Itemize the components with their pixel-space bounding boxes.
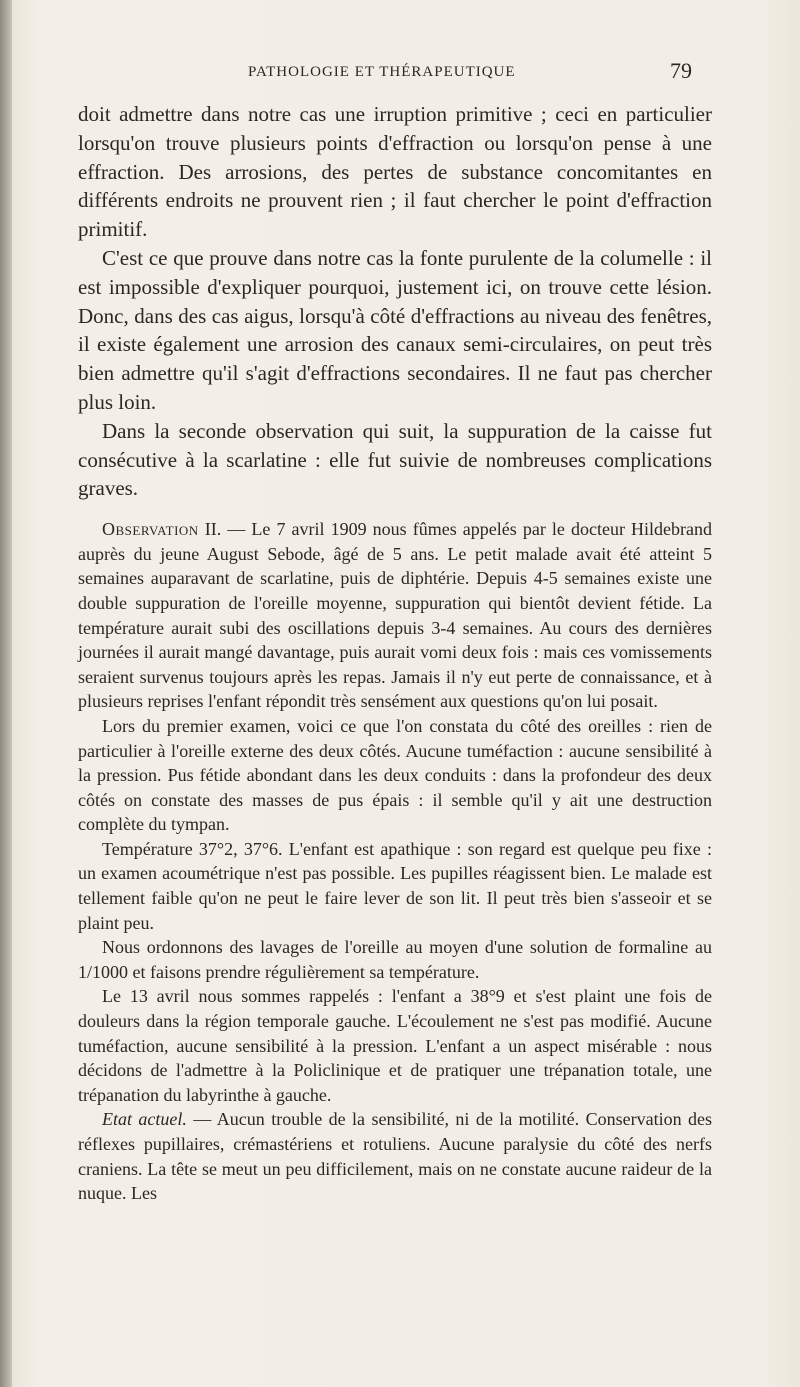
running-title: PATHOLOGIE ET THÉRAPEUTIQUE (248, 64, 516, 80)
observation-paragraph: Lors du premier examen, voici ce que l'on constata du côté des oreilles : rien de particulier à l'oreille externe des deux côtés. Aucune tuméfaction : aucune sensibilité à la pression. Pus fétide abondant dans les deux conduits : dans la profondeur des deux côtés on constate des masses de pus épais : il semble qu'il y ait une destruction complète du tympan. (78, 715, 712, 835)
page-header (0, 58, 800, 88)
paragraph: C'est ce que prouve dans notre cas la fonte purulente de la columelle : il est impossible d'expliquer pourquoi, justement ici, on trouve cette lésion. Donc, dans des cas aigus, lorsqu'à côté d'effractions au niveau des fenêtres, il existe également une arrosion des canaux semi-circulaires, on peut très bien admettre qu'il s'agit d'effractions secondaires. Il ne faut pas chercher plus loin. (78, 245, 712, 414)
observation-section (78, 517, 712, 1206)
observation-label: Observation (102, 519, 199, 540)
observation-paragraph: Le 13 avril nous sommes rappelés : l'enfant a 38°9 et s'est plaint une fois de douleurs dans la région temporale gauche. L'écoulement ne s'est pas modifié. Aucune tuméfaction, aucune sensibilité à la pression. L'enfant a un aspect misérable : nous décidons de l'admettre à la Policlinique et de pratiquer une trépanation totale, une trépanation du labyrinthe à gauche. (78, 986, 712, 1105)
etat-actuel-label: Etat actuel. (102, 1109, 187, 1130)
main-text (78, 100, 712, 503)
page-body (78, 100, 712, 1206)
etat-actuel-paragraph (78, 1107, 712, 1205)
observation-intro-text: II. — Le 7 avril 1909 nous fûmes appelés par le docteur Hildebrand auprès du jeune August Sebode, âgé de 5 ans. Le petit malade avait été atteint 5 semaines auparavant de scarlatine, puis de diphtérie. Depuis 4-5 semaines existe une double suppuration de l'oreille moyenne, suppuration qui bientôt devient fétide. La température aurait subi des oscillations depuis 3-4 semaines. Au cours des dernières journées il aurait mangé davantage, puis aurait vomi deux fois : mais ces vomissements seraient survenus toujours après les repas. Jamais il n'y eut perte de connaissance, et à plusieurs reprises l'enfant répondit très sensément aux questions qu'on lui posait. (78, 519, 712, 712)
etat-actuel-text: — Aucun trouble de la sensibilité, ni de la motilité. Conservation des réflexes pupillaires, crémastériens et rotuliens. Aucune paralysie du côté des nerfs craniens. La tête se meut un peu difficilement, mais on ne constate aucune raideur de la nuque. Les (78, 1109, 712, 1204)
paragraph: doit admettre dans notre cas une irruption primitive ; ceci en particulier lorsqu'on trouve plusieurs points d'effraction ou lorsqu'on pense à une effraction. Des arrosions, des pertes de substance concomitantes en différents endroits ne prouvent rien ; il faut chercher le point d'effraction primitif. (78, 102, 712, 242)
book-spine-shadow (0, 0, 12, 1387)
paragraph: Dans la seconde observation qui suit, la suppuration de la caisse fut consécutive à la scarlatine : elle fut suivie de nombreuses complications graves. (78, 418, 712, 501)
page-number: 79 (670, 58, 692, 83)
observation-intro (78, 517, 712, 714)
observation-paragraph: Température 37°2, 37°6. L'enfant est apathique : son regard est quelque peu fixe : un examen acoumétrique n'est pas possible. Les pupilles réagissent bien. Le malade est tellement faible qu'on ne peut le faire lever de son lit. Il peut très bien s'asseoir et se plaint peu. (78, 838, 712, 933)
observation-paragraph: Nous ordonnons des lavages de l'oreille au moyen d'une solution de formaline au 1/1000 et faisons prendre régulièrement sa température. (78, 937, 712, 982)
